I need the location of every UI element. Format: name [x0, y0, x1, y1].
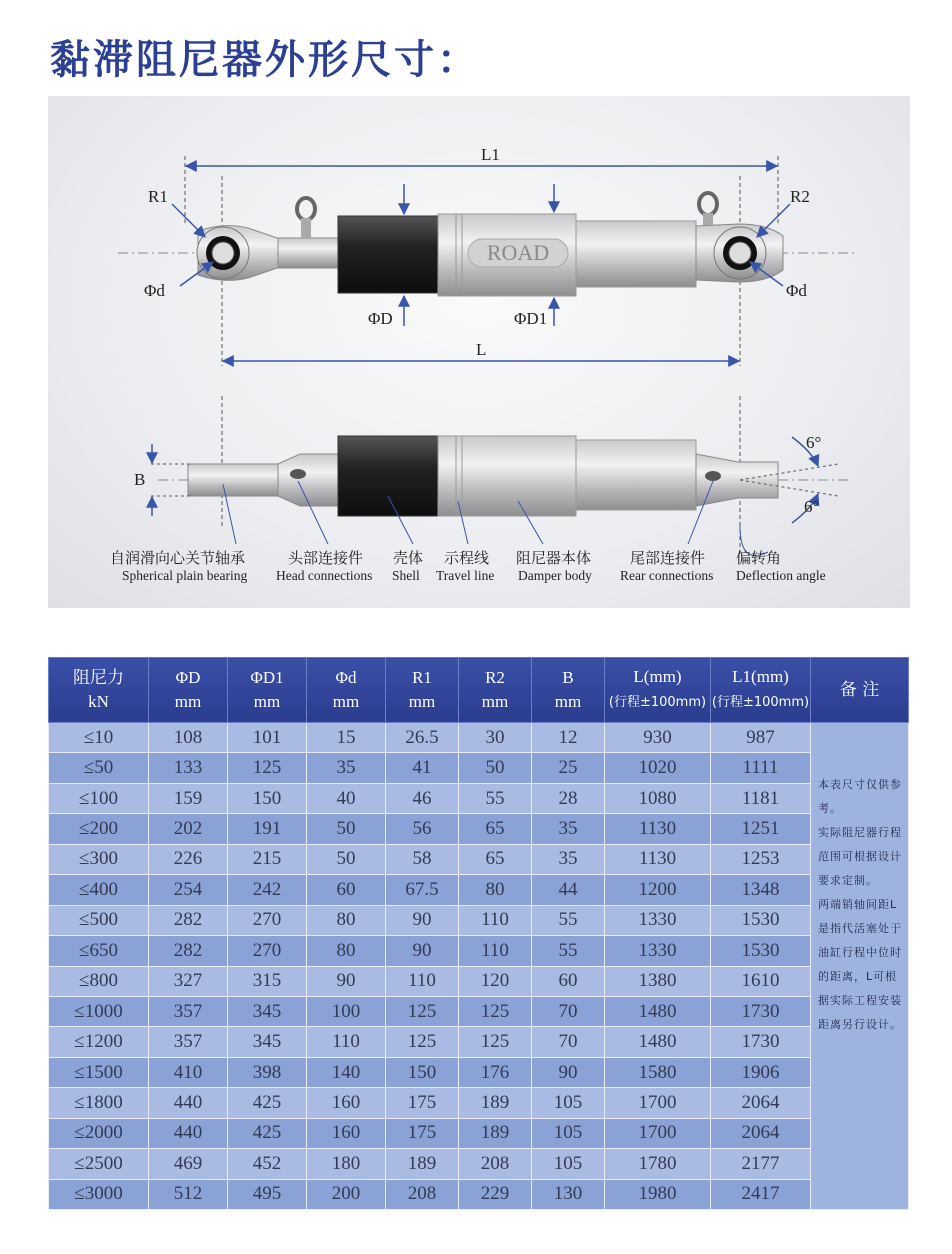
phi-D-label: ΦD	[368, 309, 393, 328]
table-cell: 1906	[711, 1057, 811, 1087]
table-cell: 133	[149, 753, 228, 783]
table-cell: 180	[307, 1149, 386, 1179]
column-header: ΦD1 mm	[228, 658, 307, 723]
table-cell: 191	[228, 814, 307, 844]
table-cell: 1980	[605, 1179, 711, 1209]
table-cell: 90	[386, 905, 459, 935]
table-cell: 50	[307, 814, 386, 844]
table-cell: 125	[386, 996, 459, 1026]
table-row	[49, 996, 909, 1026]
table-cell: 1020	[605, 753, 711, 783]
table-cell: ≤1000	[49, 996, 149, 1026]
part-label-zh: 偏转角	[736, 549, 782, 567]
table-cell: 1130	[605, 844, 711, 874]
table-cell: 1610	[711, 966, 811, 996]
table-cell: 56	[386, 814, 459, 844]
table-cell: 130	[532, 1179, 605, 1209]
table-cell: 282	[149, 905, 228, 935]
table-row	[49, 844, 909, 874]
table-cell: 35	[532, 814, 605, 844]
table-cell: 40	[307, 783, 386, 813]
table-cell: 410	[149, 1057, 228, 1087]
table-cell: ≤100	[49, 783, 149, 813]
table-cell: 200	[307, 1179, 386, 1209]
table-cell: ≤2000	[49, 1118, 149, 1148]
table-cell: 398	[228, 1057, 307, 1087]
damper-drawing	[48, 96, 910, 608]
table-cell: 440	[149, 1088, 228, 1118]
table-cell: 987	[711, 723, 811, 753]
table-cell: 202	[149, 814, 228, 844]
table-header-row	[49, 658, 909, 723]
table-row	[49, 1057, 909, 1087]
table-cell: 176	[459, 1057, 532, 1087]
part-label-en: Spherical plain bearing	[122, 568, 248, 583]
part-label-zh: 自润滑向心关节轴承	[110, 549, 246, 567]
table-cell: 125	[459, 996, 532, 1026]
damper-diagram	[48, 96, 910, 608]
table-cell: 1380	[605, 966, 711, 996]
table-cell: ≤650	[49, 936, 149, 966]
table-cell: ≤2500	[49, 1149, 149, 1179]
part-label-en: Travel line	[436, 568, 495, 583]
table-cell: 270	[228, 905, 307, 935]
table-cell: 44	[532, 875, 605, 905]
table-cell: 65	[459, 844, 532, 874]
table-cell: 90	[532, 1057, 605, 1087]
table-cell: 1253	[711, 844, 811, 874]
table-cell: 208	[459, 1149, 532, 1179]
table-cell: 189	[386, 1149, 459, 1179]
brand-logo: ROAD	[486, 240, 550, 265]
table-cell: 70	[532, 996, 605, 1026]
table-cell: 1730	[711, 1027, 811, 1057]
table-cell: 80	[307, 905, 386, 935]
table-cell: 1700	[605, 1118, 711, 1148]
notes-cell	[811, 723, 909, 1210]
table-cell: 469	[149, 1149, 228, 1179]
table-cell: ≤500	[49, 905, 149, 935]
table-cell: 189	[459, 1118, 532, 1148]
part-label-en: Shell	[392, 568, 420, 583]
table-cell: 26.5	[386, 723, 459, 753]
table-cell: 108	[149, 723, 228, 753]
column-header: B mm	[532, 658, 605, 723]
table-cell: 2417	[711, 1179, 811, 1209]
table-cell: 345	[228, 996, 307, 1026]
table-cell: 30	[459, 723, 532, 753]
table-cell: 160	[307, 1118, 386, 1148]
table-cell: 1530	[711, 936, 811, 966]
R2-label: R2	[790, 187, 810, 206]
table-cell: 1200	[605, 875, 711, 905]
B-label: B	[134, 470, 146, 489]
table-cell: 226	[149, 844, 228, 874]
page-title: 黏滞阻尼器外形尺寸：	[50, 37, 480, 83]
table-cell: 12	[532, 723, 605, 753]
part-label-zh: 头部连接件	[288, 549, 364, 567]
table-cell: 282	[149, 936, 228, 966]
table-cell: 215	[228, 844, 307, 874]
L1-label: L1	[481, 145, 500, 164]
table-cell: 1530	[711, 905, 811, 935]
table-row	[49, 1118, 909, 1148]
table-cell: ≤400	[49, 875, 149, 905]
table-cell: 80	[307, 936, 386, 966]
table-cell: ≤3000	[49, 1179, 149, 1209]
table-cell: 229	[459, 1179, 532, 1209]
table-row	[49, 875, 909, 905]
table-cell: ≤300	[49, 844, 149, 874]
table-cell: 125	[386, 1027, 459, 1057]
L-label: L	[476, 340, 487, 359]
table-cell: 35	[307, 753, 386, 783]
table-cell: 159	[149, 783, 228, 813]
table-cell: 105	[532, 1088, 605, 1118]
column-header: L1(mm) (行程±100mm)	[711, 658, 811, 723]
part-label-en: Damper body	[518, 568, 592, 583]
table-cell: ≤1500	[49, 1057, 149, 1087]
table-cell: 254	[149, 875, 228, 905]
table-cell: 1700	[605, 1088, 711, 1118]
table-body	[49, 723, 909, 1210]
table-row	[49, 1027, 909, 1057]
table-cell: 1730	[711, 996, 811, 1026]
table-cell: 110	[386, 966, 459, 996]
table-row	[49, 936, 909, 966]
table-cell: 105	[532, 1149, 605, 1179]
table-cell: 55	[532, 905, 605, 935]
table-row	[49, 753, 909, 783]
column-header: Φd mm	[307, 658, 386, 723]
phi-d-right-label: Φd	[786, 281, 807, 300]
table-cell: 150	[386, 1057, 459, 1087]
column-header: 阻尼力 kN	[49, 658, 149, 723]
table-cell: 28	[532, 783, 605, 813]
table-cell: 60	[307, 875, 386, 905]
table-cell: 1251	[711, 814, 811, 844]
table-row	[49, 1149, 909, 1179]
table-cell: 67.5	[386, 875, 459, 905]
table-cell: 1111	[711, 753, 811, 783]
table-cell: 140	[307, 1057, 386, 1087]
table-cell: 495	[228, 1179, 307, 1209]
table-cell: 70	[532, 1027, 605, 1057]
table-cell: 452	[228, 1149, 307, 1179]
table-cell: 100	[307, 996, 386, 1026]
table-cell: 2177	[711, 1149, 811, 1179]
part-label-zh: 尾部连接件	[630, 549, 706, 567]
table-cell: 2064	[711, 1088, 811, 1118]
table-cell: 105	[532, 1118, 605, 1148]
part-label-zh: 壳体	[393, 549, 424, 567]
table-cell: 1130	[605, 814, 711, 844]
table-cell: 125	[459, 1027, 532, 1057]
phi-d-left-label: Φd	[144, 281, 165, 300]
table-row	[49, 1088, 909, 1118]
table-cell: 315	[228, 966, 307, 996]
table-cell: 58	[386, 844, 459, 874]
table-cell: 357	[149, 1027, 228, 1057]
table-cell: ≤1800	[49, 1088, 149, 1118]
table-cell: 46	[386, 783, 459, 813]
table-row	[49, 723, 909, 753]
table-cell: 440	[149, 1118, 228, 1148]
table-cell: 175	[386, 1088, 459, 1118]
table-cell: 1348	[711, 875, 811, 905]
table-cell: 125	[228, 753, 307, 783]
table-cell: 1480	[605, 996, 711, 1026]
table-cell: 101	[228, 723, 307, 753]
table-cell: 425	[228, 1118, 307, 1148]
table-cell: 110	[307, 1027, 386, 1057]
table-row	[49, 1179, 909, 1209]
column-header: R2 mm	[459, 658, 532, 723]
part-label-zh: 阻尼器本体	[516, 549, 592, 567]
table-cell: ≤10	[49, 723, 149, 753]
angle-bottom-label: 6°	[804, 497, 820, 516]
phi-D1-label: ΦD1	[514, 309, 548, 328]
column-header-notes: 备 注	[811, 658, 909, 723]
table-cell: 55	[459, 783, 532, 813]
table-cell: 90	[386, 936, 459, 966]
table-row	[49, 905, 909, 935]
table-cell: ≤800	[49, 966, 149, 996]
table-cell: 327	[149, 966, 228, 996]
table-cell: 512	[149, 1179, 228, 1209]
table-cell: 55	[532, 936, 605, 966]
table-cell: 1181	[711, 783, 811, 813]
table-cell: 25	[532, 753, 605, 783]
table-cell: 1580	[605, 1057, 711, 1087]
table-cell: 90	[307, 966, 386, 996]
table-cell: 1480	[605, 1027, 711, 1057]
table-row	[49, 783, 909, 813]
part-label-zh: 示程线	[444, 549, 490, 567]
table-cell: 110	[459, 936, 532, 966]
table-cell: 150	[228, 783, 307, 813]
table-cell: 345	[228, 1027, 307, 1057]
table-cell: 41	[386, 753, 459, 783]
table-cell: 242	[228, 875, 307, 905]
table-cell: 1780	[605, 1149, 711, 1179]
table-cell: 65	[459, 814, 532, 844]
table-cell: 208	[386, 1179, 459, 1209]
table-cell: 189	[459, 1088, 532, 1118]
table-cell: 930	[605, 723, 711, 753]
table-cell: 270	[228, 936, 307, 966]
note-paragraph: 实际阻尼器行程范围可根据设计要求定制。	[818, 826, 902, 887]
angle-top-label: 6°	[806, 433, 822, 452]
R1-label: R1	[148, 187, 168, 206]
table-cell: 357	[149, 996, 228, 1026]
table-row	[49, 966, 909, 996]
part-label-en: Head connections	[276, 568, 373, 583]
table-cell: 1330	[605, 905, 711, 935]
table-row	[49, 814, 909, 844]
table-cell: 50	[307, 844, 386, 874]
column-header: ΦD mm	[149, 658, 228, 723]
column-header: L(mm) (行程±100mm)	[605, 658, 711, 723]
table-cell: 175	[386, 1118, 459, 1148]
note-paragraph: 本表尺寸仅供参考。	[818, 778, 902, 815]
table-cell: 50	[459, 753, 532, 783]
table-cell: 15	[307, 723, 386, 753]
table-cell: 110	[459, 905, 532, 935]
column-header: R1 mm	[386, 658, 459, 723]
table-cell: ≤50	[49, 753, 149, 783]
part-label-en: Deflection angle	[736, 568, 826, 583]
table-cell: ≤200	[49, 814, 149, 844]
table-cell: 1330	[605, 936, 711, 966]
table-cell: 1080	[605, 783, 711, 813]
spec-table	[48, 657, 909, 1210]
part-label-en: Rear connections	[620, 568, 714, 583]
table-cell: ≤1200	[49, 1027, 149, 1057]
table-cell: 80	[459, 875, 532, 905]
table-cell: 2064	[711, 1118, 811, 1148]
note-paragraph: 两端销轴间距L是指代活塞处于油缸行程中位时的距离，L可根据实际工程安装距离另行设计。	[818, 898, 902, 1031]
table-cell: 120	[459, 966, 532, 996]
table-cell: 35	[532, 844, 605, 874]
table-cell: 160	[307, 1088, 386, 1118]
table-cell: 425	[228, 1088, 307, 1118]
table-cell: 60	[532, 966, 605, 996]
